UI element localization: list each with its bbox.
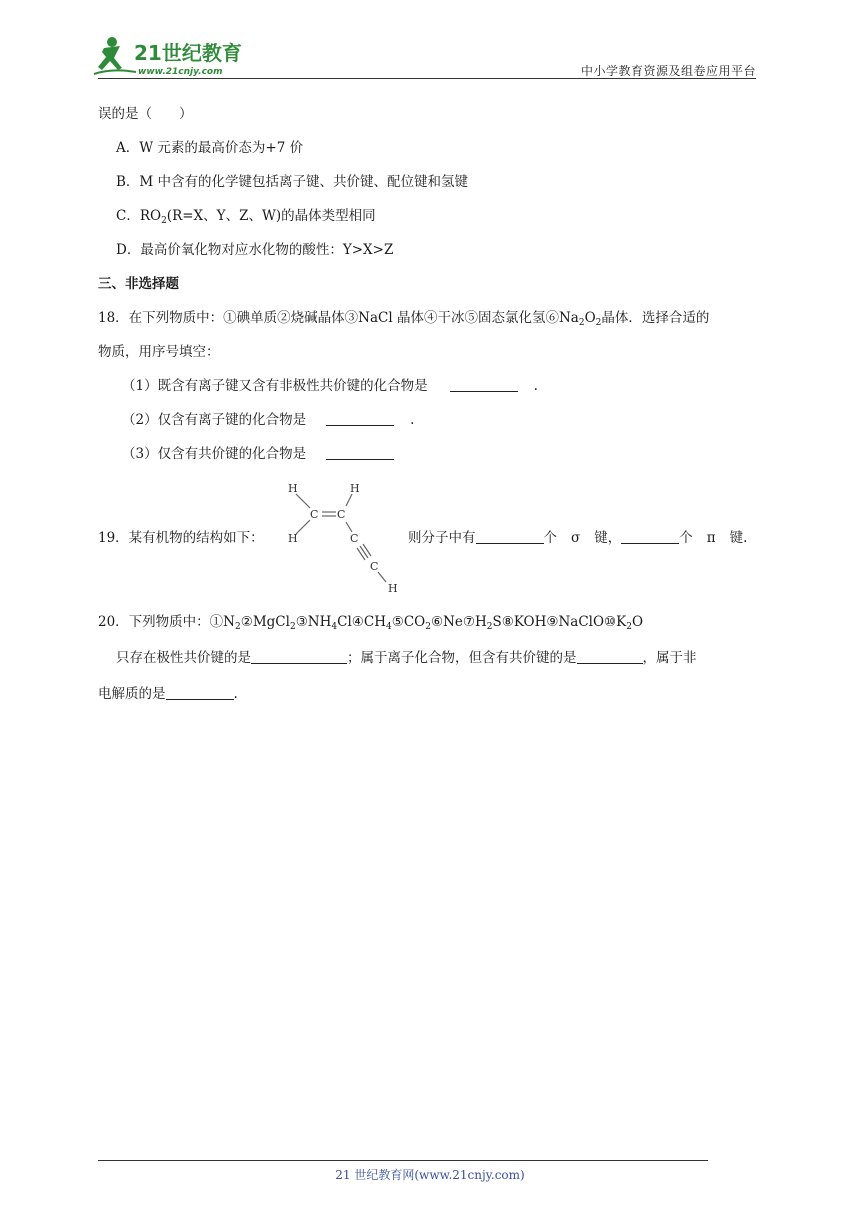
atom-h: H [388,582,398,595]
q19-sigma-blank[interactable] [476,529,544,544]
q19-answer-line: 则分子中有 个 σ 键， 个 π 键. [408,530,748,546]
q18-stem-line2: 物质，用序号填空： [98,344,220,360]
q17-option-c: C．$RO_2(R=X$、Y、Z、W)的晶体类型相同 [116,208,376,226]
atom-c: C [350,532,359,545]
q20-nonelectrolyte-blank[interactable] [166,685,234,700]
header-platform-text: 中小学教育资源及组卷应用平台 [580,64,756,78]
q18-part1: （1）既含有离子键又含有非极性共价键的化合物是 . [122,378,538,394]
section-title: 三、非选择题 [98,276,179,292]
q19-stem: 19．某有机物的结构如下： [98,530,264,546]
q17-stem-tail: 误的是（ ） [98,106,193,122]
q17-option-b: B．M 中含有的化学键包括离子键、共价键、配位键和氢键 [116,174,469,190]
q17-option-a: A．W 元素的最高价态为+7 价 [116,140,304,156]
atom-h: H [288,532,298,545]
footer-text: 21 世纪教育网(www.21cnjy.com) [335,1168,525,1182]
q20-polar-blank[interactable] [251,649,347,664]
q20-stem: 20．下列物质中：$①N_2②MgCl_2③NH_4Cl④CH_4⑤CO_2⑥Ne⑦H_2S⑧KOH⑨NaClO⑩K_2O$ [98,614,644,632]
molecule-structure [280,478,410,596]
q18-stem: 18．在下列物质中：①碘单质②烧碱晶体③NaCl 晶体④干冰⑤固态氯化氢$⑥Na_2O_2$晶体．选择合适的 [98,310,710,328]
atom-h: H [350,482,360,495]
atom-c: C [310,508,319,521]
q18-answer-blank-2[interactable] [326,411,394,426]
q20-ionic-blank[interactable] [577,649,643,664]
q18-part3: （3）仅含有共价键的化合物是 [122,444,394,464]
q19-pi-blank[interactable] [621,529,679,544]
header-divider [98,78,756,79]
runner-icon [94,37,136,74]
logo-url: www.21cnjy.com [138,67,223,77]
logo-text: 21世纪教育 [134,41,242,65]
q20-line2: 只存在极性共价键的是 ；属于离子化合物，但含有共价键的是 ，属于非 [116,650,697,666]
atom-c: C [370,560,379,573]
q20-line3: 电解质的是 . [98,686,238,702]
atom-h: H [288,482,298,495]
q17-option-d: D．最高价氧化物对应水化物的酸性：Y>X>Z [116,242,394,258]
footer-divider [98,1160,708,1161]
atom-c: C [337,508,346,521]
q18-answer-blank-3[interactable] [326,445,394,460]
site-logo [92,34,262,78]
q18-part2: （2）仅含有离子键的化合物是 . [122,412,415,428]
q18-answer-blank-1[interactable] [450,377,518,392]
